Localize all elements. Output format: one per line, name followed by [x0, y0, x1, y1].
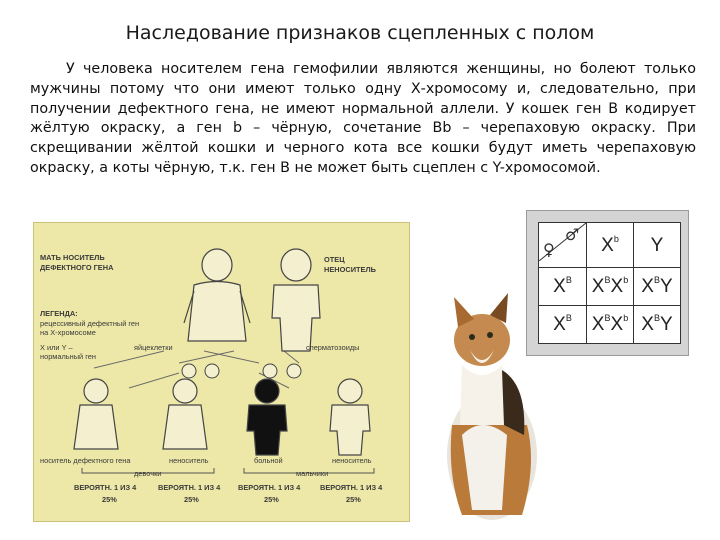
- legend-line-3: Х или Y –: [40, 343, 73, 352]
- child-label-4: неноситель: [332, 456, 372, 465]
- girls-label: девочки: [134, 469, 162, 478]
- mother-label-line1: МАТЬ НОСИТЕЛЬ: [40, 253, 105, 262]
- punnett-square-panel: [526, 210, 689, 356]
- punnett-square: [538, 222, 681, 344]
- child-prob-1: ВЕРОЯТН. 1 ИЗ 4: [74, 483, 137, 492]
- punnett-row1-female-gamete: $X^B$: [539, 268, 587, 306]
- child-prob-3: ВЕРОЯТН. 1 ИЗ 4: [238, 483, 301, 492]
- child-prob-2: ВЕРОЯТН. 1 ИЗ 4: [158, 483, 221, 492]
- page-title: Наследование признаков сцепленных с полом: [125, 22, 595, 44]
- punnett-row2-female-gamete: $X^B$: [539, 306, 587, 344]
- sex-brackets: [82, 468, 374, 473]
- punnett-header-male-x: $X^b$: [587, 223, 634, 268]
- child-label-3: больной: [254, 456, 283, 465]
- child-prob-4: ВЕРОЯТН. 1 ИЗ 4: [320, 483, 383, 492]
- legend-line-1: рецессивный дефектный ген: [40, 319, 140, 328]
- punnett-cell-r1c2: $X^BY$: [634, 268, 681, 306]
- father-figure: [272, 249, 320, 351]
- punnett-cell-r2c1: $X^BX^b$: [587, 306, 634, 344]
- child-pct-1: 25%: [102, 495, 117, 504]
- boys-label: мальчики: [296, 469, 329, 478]
- hemophilia-pedigree-diagram: [33, 222, 410, 522]
- eggs-label: яйцеклетки: [134, 343, 173, 352]
- punnett-corner-cell: [539, 223, 587, 268]
- father-label-line2: НЕНОСИТЕЛЬ: [324, 265, 376, 274]
- punnett-cell-r2c2: $X^BY$: [634, 306, 681, 344]
- children-figures: [74, 379, 370, 455]
- child-pct-4: 25%: [346, 495, 361, 504]
- mother-figure: [184, 249, 250, 341]
- legend-title: ЛЕГЕНДА:: [40, 309, 78, 318]
- gamete-circles: [182, 364, 301, 378]
- sperm-label: сперматозоиды: [306, 343, 360, 352]
- female-symbol: ♀: [543, 240, 555, 259]
- father-label-line1: ОТЕЦ: [324, 255, 345, 264]
- child-noncarrier-girl: [163, 379, 207, 449]
- child-label-2: неноситель: [169, 456, 209, 465]
- child-pct-2: 25%: [184, 495, 199, 504]
- child-label-1: носитель дефектного гена: [40, 456, 131, 465]
- body-paragraph: У человека носителем гена гемофилии являются женщины, но болеют только мужчины потому что они имеют только одну Х-хромосому и, следовательно, при получении дефектного гена, не имеют нормальной аллели. У кошек ген В кодирует жёлтую окраску, а ген b – чёрную, сочетание Bb – черепаховую окраску. При скрещивании жёлтой кошки и черного кота все кошки будут иметь черепаховую окраску, а коты чёрную, т.к. ген B не может быть сцеплен с Y-хромосомой.: [30, 61, 696, 176]
- punnett-header-male-y: Y: [634, 223, 681, 268]
- child-noncarrier-boy: [330, 379, 370, 455]
- child-carrier-girl: [74, 379, 118, 449]
- mother-label-line2: ДЕФЕКТНОГО ГЕНА: [40, 263, 114, 272]
- male-symbol: ♂: [565, 225, 580, 244]
- legend-line-4: нормальный ген: [40, 352, 96, 361]
- child-pct-3: 25%: [264, 495, 279, 504]
- child-sick-boy: [247, 379, 287, 455]
- punnett-cell-r1c1: $X^BX^b$: [587, 268, 634, 306]
- legend-line-2: на Х-хромосоме: [40, 328, 96, 337]
